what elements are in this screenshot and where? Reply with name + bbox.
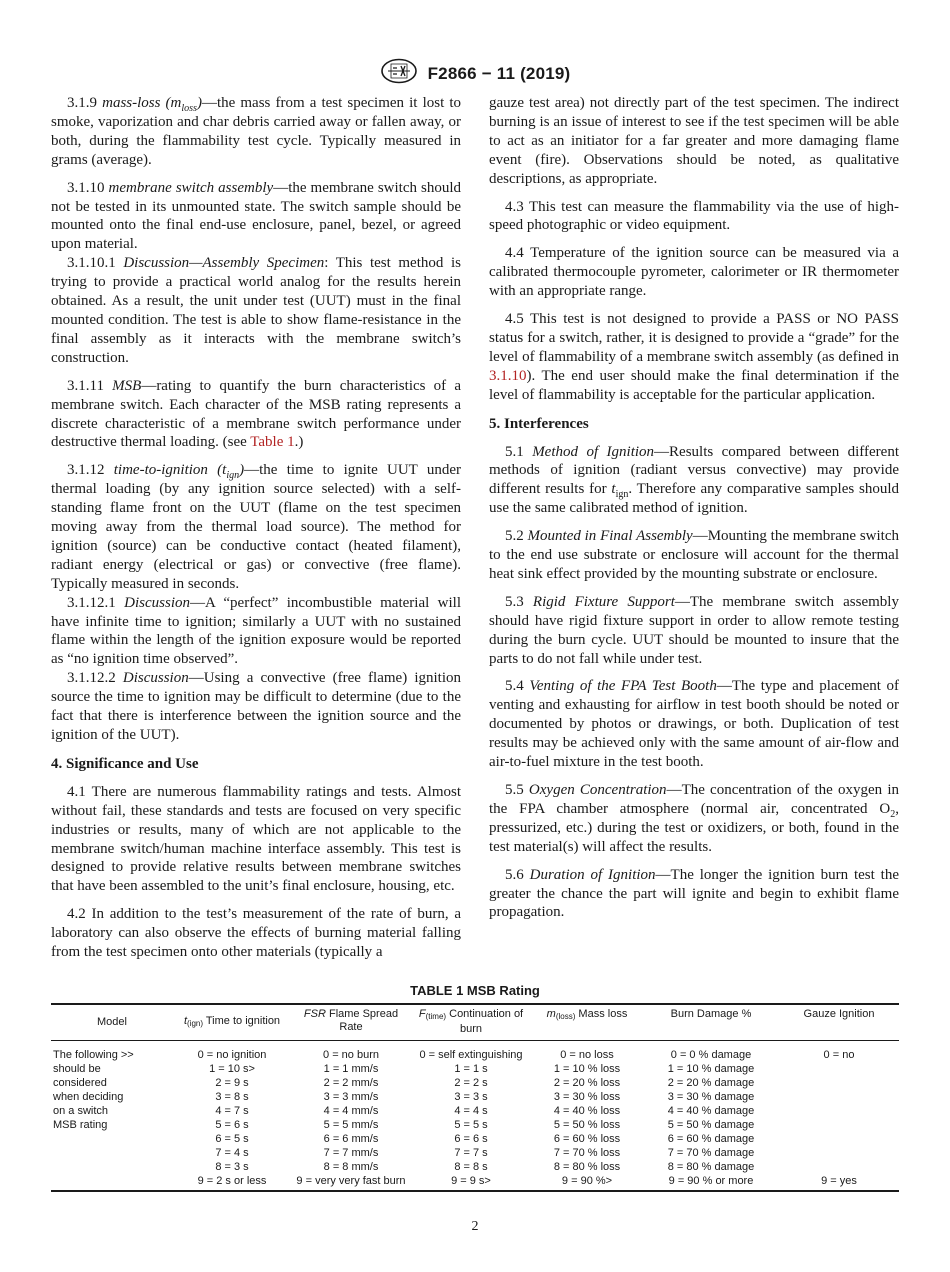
cell-mloss: 4 = 40 % loss (553, 1105, 621, 1117)
cell-model (51, 1146, 173, 1160)
paragraph-4-3: 4.3 This test can measure the flammability via the use of high-speed photographic or video equipment. (489, 198, 899, 234)
cell-fsr: 2 = 2 mm/s (323, 1077, 379, 1089)
cell-model: on a switch (53, 1105, 109, 1117)
cell-ftime: 3 = 3 s (454, 1091, 488, 1103)
paragraph-3-1-12-2: 3.1.12.2 Discussion—Using a convective (free flame) ignition source the time to ignition may be difficult to determine (due to the fact that there is interference between the ignition source and the ignition of the UUT). (51, 670, 461, 743)
right-column (489, 94, 899, 931)
cell-mloss: 7 = 70 % loss (553, 1147, 621, 1159)
cell-burn: 3 = 30 % damage (667, 1091, 755, 1103)
table-row (51, 1160, 899, 1174)
section-5-heading: 5. Interferences (489, 415, 589, 432)
cell-fsr: 3 = 3 mm/s (323, 1091, 379, 1103)
table-row (51, 1146, 899, 1160)
cell-burn: 5 = 50 % damage (667, 1119, 755, 1131)
cell-fsr: 8 = 8 mm/s (323, 1161, 379, 1173)
cell-ftime: 2 = 2 s (454, 1077, 488, 1089)
cell-burn: 8 = 80 % damage (667, 1161, 755, 1173)
cell-gauze (779, 1076, 899, 1090)
cell-mloss: 3 = 30 % loss (553, 1091, 621, 1103)
cell-tign: 2 = 9 s (215, 1077, 249, 1089)
left-column (51, 94, 461, 971)
table-row (51, 1104, 899, 1118)
paragraph-4-5: 4.5 This test is not designed to provide a PASS or NO PASS status for a switch, rather, it is designed to provide a “grade” for the level of flammability of a membrane switch assembly (as defined in 3.1.10). The end user should make the final determination if the level of flammability is acceptable for the particular application. (489, 311, 899, 403)
cell-ftime: 1 = 1 s (454, 1063, 488, 1075)
cell-tign: 6 = 5 s (215, 1133, 249, 1145)
cell-model: should be (53, 1063, 101, 1075)
section-4-heading: 4. Significance and Use (51, 755, 199, 772)
paragraph-3-1-10-1: 3.1.10.1 Discussion—Assembly Specimen: This test method is trying to provide a practical world analog for the results herein obtained. As a result, the unit under test (UUT) must in the final mounted condition. The test is able to show flame-resistance in the final assembly as it interacts with the membrane switch’s construction. (51, 255, 461, 366)
cell-mloss: 1 = 10 % loss (553, 1063, 621, 1075)
cell-burn: 2 = 20 % damage (667, 1077, 755, 1089)
standard-designation: F2866 − 11 (2019) (427, 63, 571, 83)
cell-gauze (779, 1062, 899, 1076)
cell-gauze (779, 1160, 899, 1174)
page-number: 2 (471, 1219, 479, 1234)
cell-fsr: 1 = 1 mm/s (323, 1063, 379, 1075)
cell-fsr: 9 = very very fast burn (291, 1174, 411, 1191)
cell-gauze (779, 1118, 899, 1132)
cell-tign: 7 = 4 s (215, 1147, 249, 1159)
cell-gauze (779, 1090, 899, 1104)
cell-ftime: 8 = 8 s (454, 1161, 488, 1173)
cell-ftime: 0 = self extinguishing (419, 1049, 523, 1061)
paragraph-4-2: 4.2 In addition to the test’s measurement of the rate of burn, a laboratory can also observe the effects of burning material falling from the test specimen onto other materials (typically a (51, 906, 461, 961)
header-burn-damage: Burn Damage % (643, 1004, 779, 1041)
cell-gauze: 9 = yes (779, 1174, 899, 1191)
astm-logo-icon (380, 58, 418, 89)
cell-model: The following >> (53, 1049, 134, 1061)
paragraph-5-5: 5.5 Oxygen Concentration—The concentration of the oxygen in the FPA chamber atmosphere (normal air, concentrated $O_2$, pressurized, etc.) during the test or oxidizers, or both, found in the test material(s) will affect the results. (489, 782, 899, 855)
paragraph-5-4: 5.4 Venting of the FPA Test Booth—The type and placement of venting and exhausting for airflow in test booth should be noted or documented by photos or drawings, or both. Duplication of test results may be achieved only with the same amount of air-flow and air-to-fuel mixture in the test booth. (489, 678, 899, 771)
table-row (51, 1174, 899, 1191)
table-row (51, 1132, 899, 1146)
header-time-to-ignition: $t_{(ign)}$ Time to ignition (173, 1004, 291, 1041)
header-mass-loss: $m_{(loss)}$ Mass loss (531, 1004, 643, 1041)
cell-model (51, 1160, 173, 1174)
cell-model (51, 1174, 173, 1191)
cell-model: considered (53, 1077, 107, 1089)
cell-burn: 7 = 70 % damage (667, 1147, 755, 1159)
paragraph-5-6: 5.6 Duration of Ignition—The longer the ignition burn test the greater the chance the part will ignite and begin to exhibit flame propagation. (489, 866, 900, 921)
section-3-1-10-link[interactable]: 3.1.10 (489, 367, 527, 384)
cell-mloss: 6 = 60 % loss (553, 1133, 621, 1145)
cell-mloss: 0 = no loss (560, 1049, 614, 1061)
cell-gauze: 0 = no (823, 1049, 855, 1061)
cell-fsr: 5 = 5 mm/s (323, 1119, 379, 1131)
table-row (51, 1041, 899, 1063)
cell-mloss: 5 = 50 % loss (553, 1119, 621, 1131)
cell-burn: 0 = 0 % damage (670, 1049, 752, 1061)
cell-ftime: 4 = 4 s (454, 1105, 488, 1117)
cell-ftime: 9 = 9 s> (411, 1174, 531, 1191)
cell-tign: 4 = 7 s (215, 1105, 249, 1117)
page-header (0, 58, 950, 89)
cell-tign: 3 = 8 s (215, 1091, 249, 1103)
cell-burn: 6 = 60 % damage (667, 1133, 755, 1145)
cell-fsr: 4 = 4 mm/s (323, 1105, 379, 1117)
table-row (51, 1076, 899, 1090)
cell-model: MSB rating (53, 1119, 108, 1131)
paragraph-3-1-10: 3.1.10 membrane switch assembly—the membrane switch should not be tested in its unmounted state. The switch sample should be mounted onto the final end-use enclosure, panel, bezel, or agreed upon material. (51, 179, 462, 253)
cell-model (51, 1132, 173, 1146)
cell-fsr: 7 = 7 mm/s (323, 1147, 379, 1159)
paragraph-4-1: 4.1 There are numerous flammability ratings and tests. Almost without fail, these standards and tests are focused on very specific industries or results, many of which are not applicable to the membrane switch/human machine interface assembly. This test is designed to provide relative results between membrane switches that have been assembled to the unit’s final enclosure, housing, etc. (51, 783, 462, 895)
header-continuation-of-burn: $F_{(time)}$ Continuation of burn (411, 1004, 531, 1041)
cell-model: when deciding (53, 1091, 124, 1103)
header-gauze-ignition: Gauze Ignition (779, 1004, 899, 1041)
cell-burn: 1 = 10 % damage (667, 1063, 755, 1075)
msb-rating-table (51, 1003, 899, 1192)
cell-ftime: 7 = 7 s (454, 1147, 488, 1159)
cell-tign: 1 = 10 s> (209, 1063, 255, 1075)
cell-tign: 0 = no ignition (197, 1049, 267, 1061)
cell-tign: 5 = 6 s (215, 1119, 249, 1131)
cell-ftime: 6 = 6 s (454, 1133, 488, 1145)
cell-fsr: 6 = 6 mm/s (323, 1133, 379, 1145)
cell-mloss: 8 = 80 % loss (553, 1161, 621, 1173)
cell-mloss: 2 = 20 % loss (553, 1077, 621, 1089)
table-row (51, 1090, 899, 1104)
cell-gauze (779, 1146, 899, 1160)
paragraph-3-1-11: 3.1.11 MSB—rating to quantify the burn characteristics of a membrane switch. Each character of the MSB rating represents a discrete characteristic of a membrane switch performance under destructive thermal loading. (see Table 1.) (51, 377, 461, 451)
table-header-row (51, 1004, 899, 1041)
header-model: Model (51, 1004, 173, 1041)
cell-fsr: 0 = no burn (323, 1049, 379, 1061)
cell-gauze (779, 1104, 899, 1118)
paragraph-4-2-continued: gauze test area) not directly part of the test specimen. The indirect burning is an issue of interest to see if the test specimen will be able to act as an initiator for a far greater and more damaging flame event (fire). Observations should be noted, as qualitative descriptions, as appropriate. (489, 95, 899, 187)
table-1-link[interactable]: Table 1 (250, 434, 295, 451)
paragraph-5-3: 5.3 Rigid Fixture Support—The membrane switch assembly should have rigid fixture support in order to allow remote testing during the burn cycle. UUT should be mounted to insure that the parts to do not fall while under test. (489, 593, 899, 667)
cell-burn: 9 = 90 % or more (643, 1174, 779, 1191)
cell-gauze (779, 1132, 899, 1146)
table-row (51, 1062, 899, 1076)
header-flame-spread-rate: FSR Flame Spread Rate (291, 1004, 411, 1041)
cell-ftime: 5 = 5 s (454, 1119, 488, 1131)
paragraph-5-2: 5.2 Mounted in Final Assembly—Mounting the membrane switch to the end use substrate or enclosure will account for the thermal heat sink effect provided by the mounting substrate or enclosure. (489, 528, 899, 582)
cell-tign: 8 = 3 s (215, 1161, 249, 1173)
cell-tign: 9 = 2 s or less (173, 1174, 291, 1191)
paragraph-5-1: 5.1 Method of Ignition—Results compared between different methods of ignition (radiant versus convective) may provide different results for $t_{ign}$. Therefore any comparative samples should use the same calibrated method of ignition. (489, 443, 899, 517)
cell-burn: 4 = 40 % damage (667, 1105, 755, 1117)
cell-mloss: 9 = 90 %> (531, 1174, 643, 1191)
table-caption: TABLE 1 MSB Rating (410, 983, 540, 998)
paragraph-3-1-12-1: 3.1.12.1 Discussion—A “perfect” incombustible material will have infinite time to ignition; similarly a UUT with no sustained flame within the length of the ignition exposure would be reported as “no ignition time observed”. (51, 594, 462, 668)
paragraph-3-1-12: 3.1.12 time-to-ignition $(t_{ign})—the$ time to ignite UUT under thermal loading (by any ignition source selected) with a self-standing flame front on the UUT (flame on the test specimen moving away from the thermal load source). The method for ignition (source) can be conductive contact (heated filament), radiant energy (electrical or gas) or convective (free flame). Typically measured in seconds. (51, 462, 461, 592)
table-row (51, 1118, 899, 1132)
paragraph-3-1-9: 3.1.9 mass-loss $(m_{loss})—the$ mass from a test specimen it lost to smoke, vaporization and char debris carried away or fallen away, or both, during the flammability test cycle. Typically measured in grams (average). (51, 95, 462, 168)
paragraph-4-4: 4.4 Temperature of the ignition source can be measured via a calibrated thermocouple pyrometer, calorimeter or IR thermometer with an appropriate range. (489, 245, 900, 300)
